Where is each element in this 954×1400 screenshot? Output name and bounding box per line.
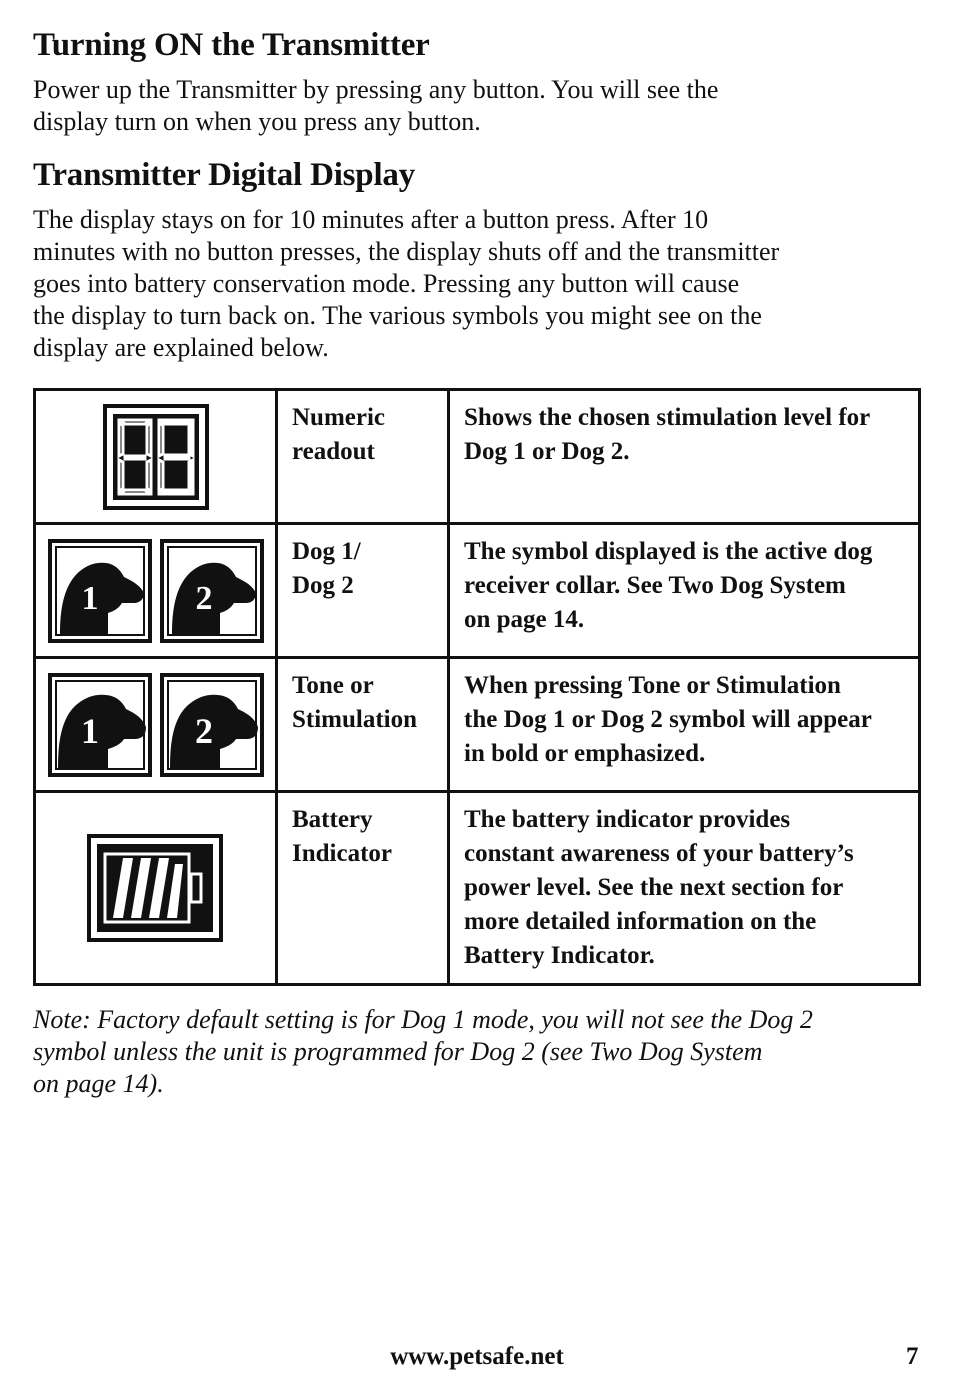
- note-line: on page 14).: [33, 1069, 164, 1098]
- symbol-label: [277, 792, 449, 985]
- digital-display-paragraph: [33, 204, 933, 364]
- table-row: [35, 524, 920, 658]
- description-line: the Dog 1 or Dog 2 symbol will appear: [464, 706, 872, 733]
- description-line: Dog 1 or Dog 2.: [464, 438, 630, 465]
- numeric-readout-icon: [103, 404, 209, 510]
- label-line: Dog 2: [292, 572, 354, 599]
- dog-number: 2: [194, 710, 213, 751]
- dog-2-emphasized-icon: [160, 673, 264, 777]
- dog-1-emphasized-icon: [48, 673, 152, 777]
- paragraph-line: Power up the Transmitter by pressing any button. You will see the: [33, 75, 719, 104]
- description-line: The symbol displayed is the active dog: [464, 538, 873, 565]
- section-title-digital-display: Transmitter Digital Display: [33, 157, 416, 193]
- icon-cell: [35, 524, 277, 658]
- label-line: Indicator: [292, 840, 392, 867]
- label-line: Numeric: [292, 404, 386, 431]
- table-row: [35, 658, 920, 792]
- dog-number: 2: [195, 579, 212, 617]
- paragraph-line: goes into battery conservation mode. Pressing any button will cause: [33, 269, 740, 298]
- page-number: 7: [906, 1343, 919, 1370]
- dog-number: 1: [80, 710, 99, 751]
- battery-icon: [87, 834, 225, 942]
- paragraph-line: the display to turn back on. The various symbols you might see on the: [33, 301, 762, 330]
- description-line: constant awareness of your battery’s: [464, 840, 854, 867]
- table-row: [35, 792, 920, 985]
- note-line: symbol unless the unit is programmed for Dog 2 (see Two Dog System: [33, 1037, 763, 1066]
- dog-2-icon: [160, 539, 264, 643]
- description-line: on page 14.: [464, 606, 585, 633]
- symbol-description: [449, 390, 920, 524]
- label-line: readout: [292, 438, 375, 465]
- paragraph-line: minutes with no button presses, the display shuts off and the transmitter: [33, 237, 780, 266]
- symbol-description: [449, 792, 920, 985]
- symbol-label: [277, 524, 449, 658]
- turning-on-paragraph: [33, 74, 933, 138]
- description-line: power level. See the next section for: [464, 874, 844, 901]
- section-title-turning-on: Turning ON the Transmitter: [33, 27, 430, 63]
- label-line: Battery: [292, 806, 373, 833]
- label-line: Tone or: [292, 672, 374, 699]
- label-line: Dog 1/: [292, 538, 361, 565]
- description-line: in bold or emphasized.: [464, 740, 706, 767]
- symbol-description: [449, 524, 920, 658]
- paragraph-line: display turn on when you press any button.: [33, 107, 481, 136]
- symbol-label: [277, 658, 449, 792]
- label-line: Stimulation: [292, 706, 418, 733]
- display-symbols-table: [33, 388, 921, 986]
- factory-default-note: [33, 1004, 913, 1100]
- footer-website-url: www.petsafe.net: [390, 1343, 564, 1370]
- description-line: Battery Indicator.: [464, 942, 655, 969]
- icon-cell: [35, 658, 277, 792]
- description-line: The battery indicator provides: [464, 806, 791, 833]
- description-line: When pressing Tone or Stimulation: [464, 672, 841, 699]
- table-row: [35, 390, 920, 524]
- paragraph-line: display are explained below.: [33, 333, 329, 362]
- dog-1-icon: [48, 539, 152, 643]
- description-line: more detailed information on the: [464, 908, 817, 935]
- icon-cell: [35, 792, 277, 985]
- description-line: receiver collar. See Two Dog System: [464, 572, 846, 599]
- paragraph-line: The display stays on for 10 minutes after a button press. After 10: [33, 205, 709, 234]
- description-line: Shows the chosen stimulation level for: [464, 404, 871, 431]
- icon-cell: [35, 390, 277, 524]
- dog-number: 1: [81, 579, 98, 617]
- symbol-description: [449, 658, 920, 792]
- symbol-label: [277, 390, 449, 524]
- note-line: Note: Factory default setting is for Dog 1 mode, you will not see the Dog 2: [33, 1005, 813, 1034]
